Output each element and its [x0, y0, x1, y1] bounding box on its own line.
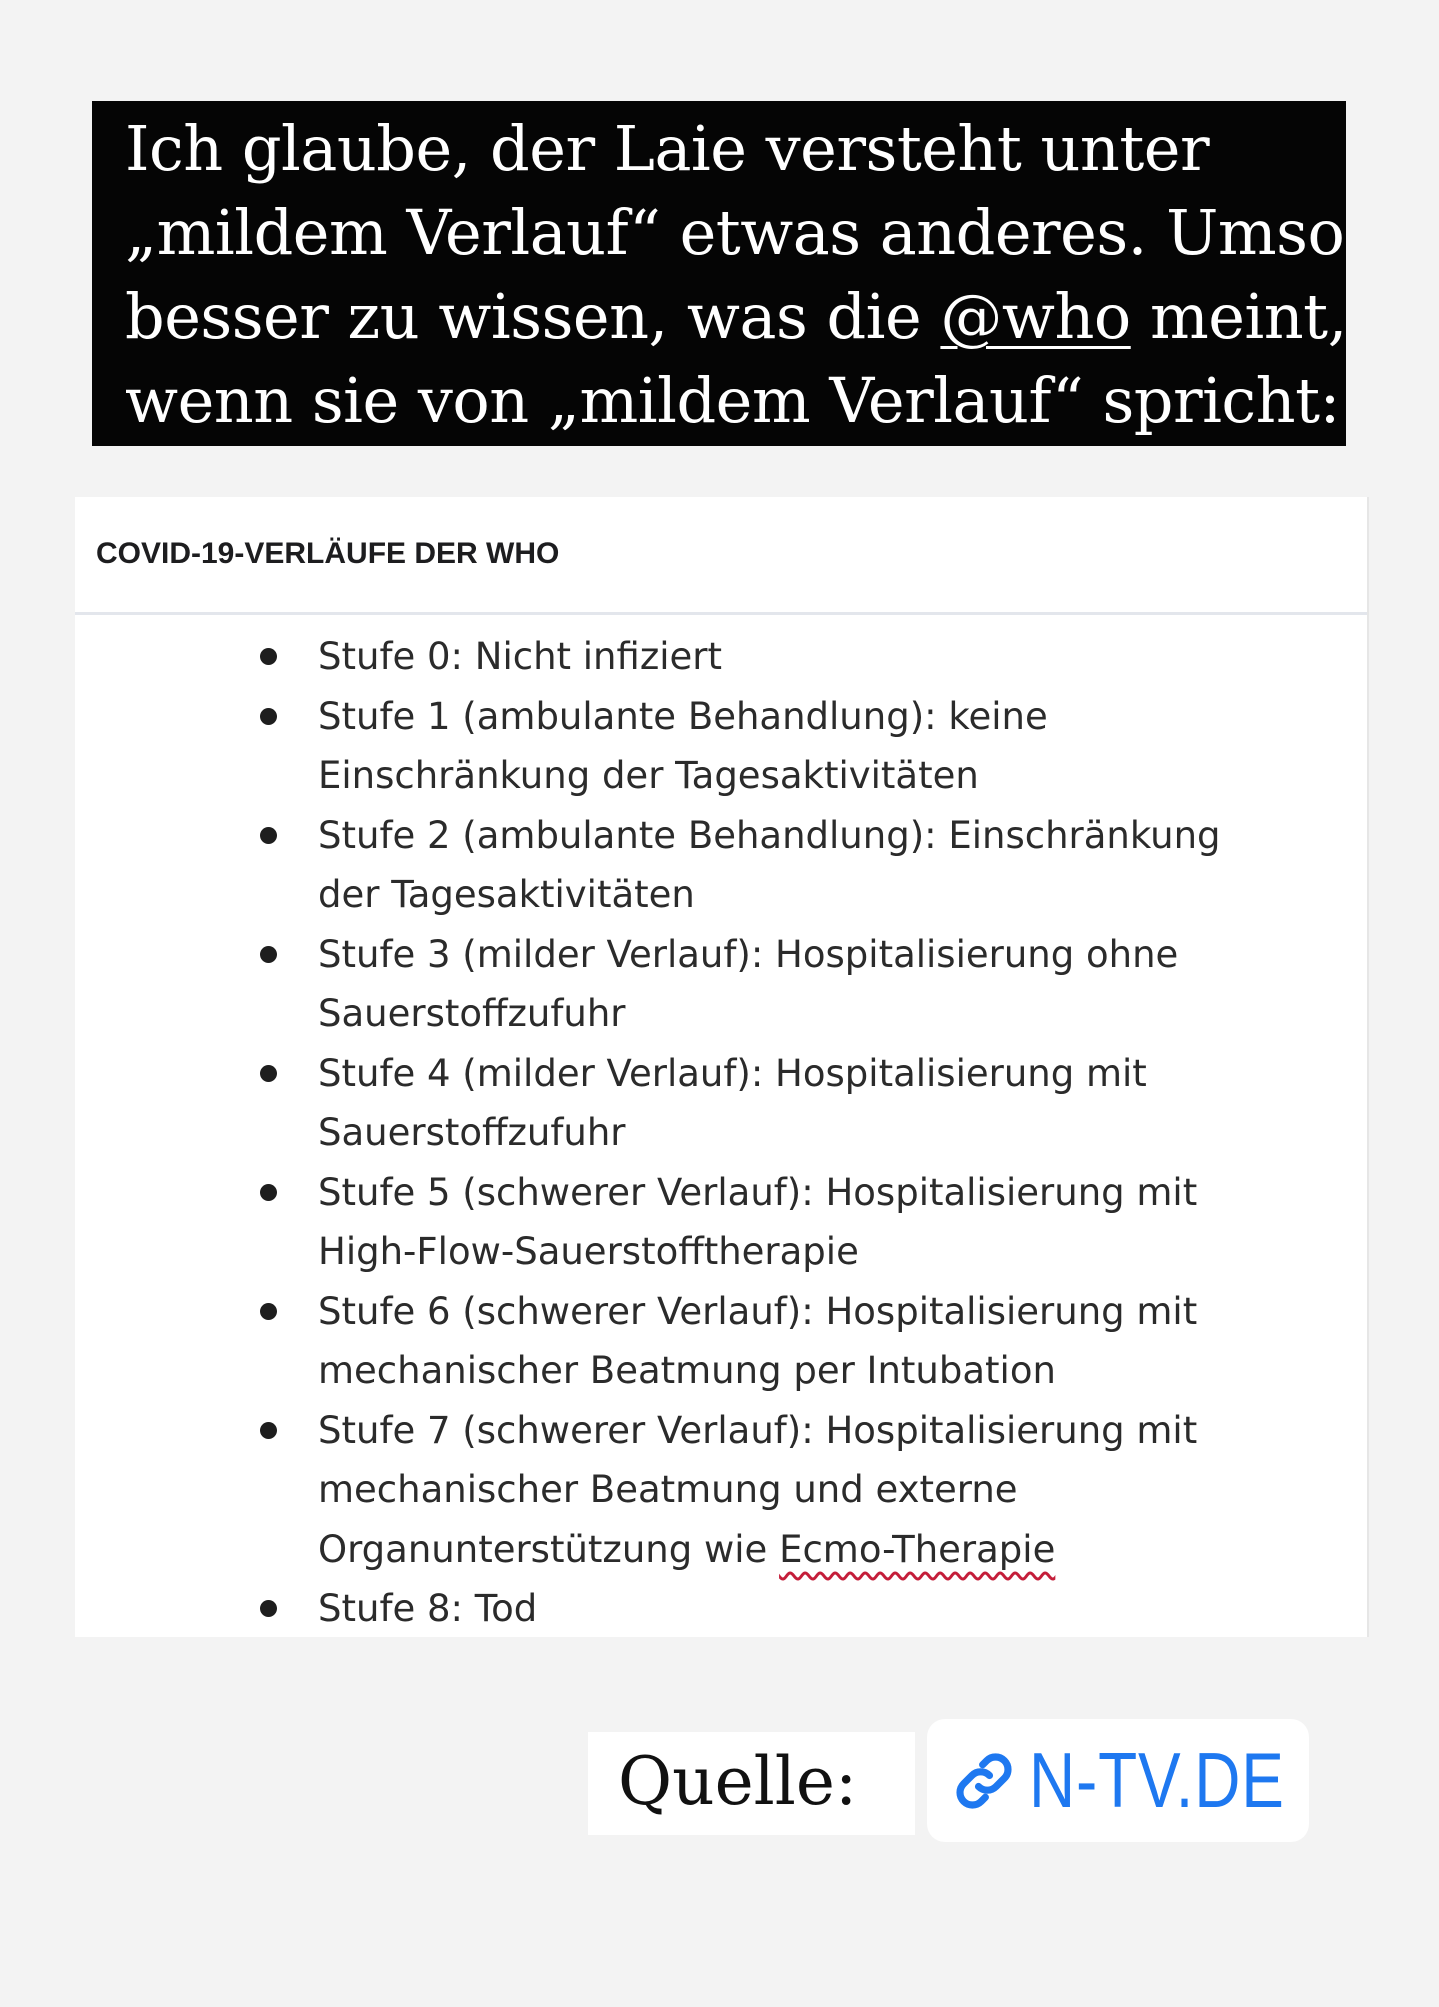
stage-7-line-1: Stufe 7 (schwerer Verlauf): Hospitalisierung mit — [318, 1408, 1198, 1452]
stage-3-line-1: Stufe 3 (milder Verlauf): Hospitalisierung ohne — [318, 932, 1179, 976]
stage-2-line-1: Stufe 2 (ambulante Behandlung): Einschränkung — [318, 813, 1221, 857]
stage-0-line-1: Stufe 0: Nicht infiziert — [318, 635, 723, 678]
stage-6-line-2: mechanischer Beatmung per Intubation — [318, 1349, 1056, 1392]
stage-5-line-2: High-Flow-Sauerstofftherapie — [318, 1230, 859, 1273]
stage-item-2 — [75, 806, 1367, 925]
stage-list — [75, 615, 1367, 1639]
stage-item-8 — [75, 1579, 1367, 1639]
stage-1-line-1: Stufe 1 (ambulante Behandlung): keine — [318, 694, 1048, 738]
stage-4-line-2: Sauerstoffzufuhr — [318, 1111, 626, 1154]
stage-6-line-1: Stufe 6 (schwerer Verlauf): Hospitalisierung mit — [318, 1289, 1198, 1333]
card-header — [75, 497, 1367, 615]
bullet-icon — [260, 648, 277, 665]
source-link-text[interactable]: N-TV.DE — [1029, 1736, 1285, 1824]
caption-line-3 — [125, 275, 1347, 359]
stage-8-line-1: Stufe 8: Tod — [318, 1587, 538, 1630]
caption-line-3-start: besser zu wissen, was die — [125, 280, 941, 353]
stage-item-0 — [75, 627, 1367, 687]
stage-item-6 — [75, 1282, 1367, 1401]
bullet-icon — [260, 946, 277, 963]
stage-7-line-2: mechanischer Beatmung und externe — [318, 1468, 1018, 1511]
stage-item-7 — [75, 1401, 1367, 1580]
caption-text-box — [92, 101, 1346, 446]
source-link-sticker[interactable] — [927, 1719, 1309, 1842]
stage-5-line-1: Stufe 5 (schwerer Verlauf): Hospitalisierung mit — [318, 1170, 1198, 1214]
stage-7-line-3 — [318, 1520, 1367, 1580]
spellcheck-marked-word: Ecmo-Therapie — [779, 1527, 1056, 1571]
bullet-icon — [260, 1184, 277, 1201]
bullet-icon — [260, 827, 277, 844]
who-stages-card — [75, 497, 1369, 1637]
stage-item-1 — [75, 687, 1367, 806]
bullet-icon — [260, 1600, 277, 1617]
caption-line-1: Ich glaube, der Laie versteht unter — [125, 112, 1210, 185]
stage-3-line-2: Sauerstoffzufuhr — [318, 992, 626, 1035]
bullet-icon — [260, 708, 277, 725]
caption-line-4: wenn sie von „mildem Verlauf“ spricht: — [125, 364, 1340, 437]
stage-item-5 — [75, 1163, 1367, 1282]
who-mention-link[interactable]: @who — [940, 280, 1131, 353]
stage-1-line-2: Einschränkung der Tagesaktivitäten — [318, 754, 979, 797]
source-label-box — [588, 1732, 915, 1835]
bullet-icon — [260, 1422, 277, 1439]
bullet-icon — [260, 1065, 277, 1082]
stage-item-4 — [75, 1044, 1367, 1163]
caption-line-2: „mildem Verlauf“ etwas anderes. Umso — [125, 196, 1345, 269]
stage-7-line-3-start: Organunterstützung wie — [318, 1527, 780, 1571]
stage-2-line-2: der Tagesaktivitäten — [318, 873, 695, 916]
stage-4-line-1: Stufe 4 (milder Verlauf): Hospitalisierung mit — [318, 1051, 1147, 1095]
link-icon — [951, 1748, 1017, 1814]
stage-item-3 — [75, 925, 1367, 1044]
source-label: Quelle: — [618, 1743, 858, 1820]
caption-line-3-end: meint, — [1130, 280, 1347, 353]
card-title: COVID-19-VERLÄUFE DER WHO — [96, 537, 560, 570]
bullet-icon — [260, 1303, 277, 1320]
